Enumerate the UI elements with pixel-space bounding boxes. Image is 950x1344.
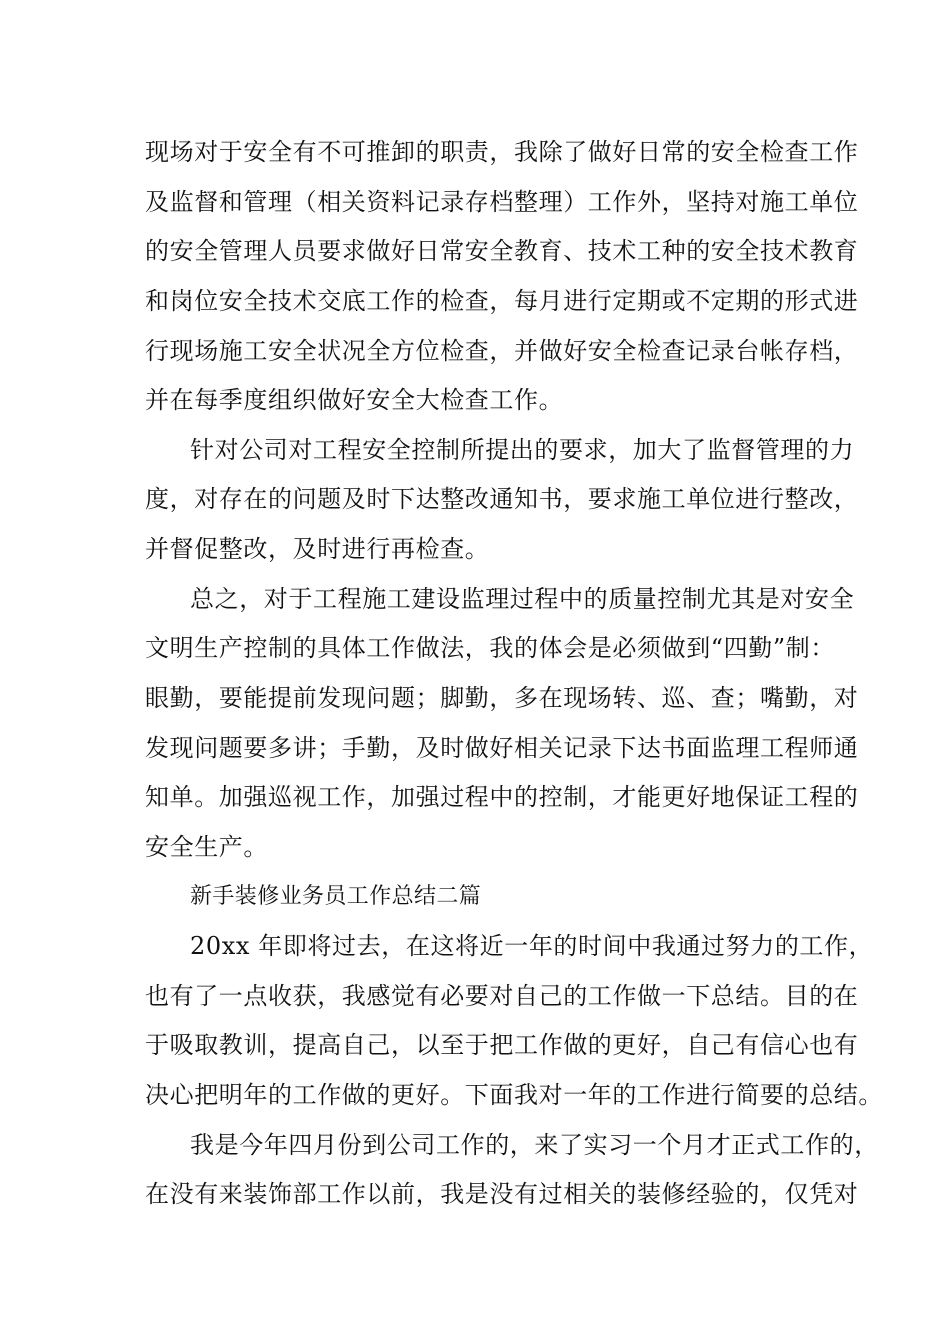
paragraph-line: 现场对于安全有不可推卸的职责，我除了做好日常的安全检查工作 <box>145 138 859 166</box>
paragraph-line: 决心把明年的工作做的更好。下面我对一年的工作进行简要的总结。 <box>145 1081 883 1109</box>
paragraph-line: 及监督和管理（相关资料记录存档整理）工作外，坚持对施工单位 <box>145 188 859 216</box>
paragraph-line: 的安全管理人员要求做好日常安全教育、技术工种的安全技术教育 <box>145 237 859 265</box>
paragraph-line: 总之，对于工程施工建设监理过程中的质量控制尤其是对安全 <box>190 585 855 613</box>
paragraph-line: 并督促整改，及时进行再检查。 <box>145 535 490 563</box>
paragraph-line: 发现问题要多讲；手勤，及时做好相关记录下达书面监理工程师通 <box>145 734 859 762</box>
paragraph-line: 20xx 年即将过去，在这将近一年的时间中我通过努力的工作， <box>190 932 874 960</box>
paragraph-line: 文明生产控制的具体工作做法，我的体会是必须做到“四勤”制： <box>145 634 835 662</box>
paragraph-line: 眼勤，要能提前发现问题；脚勤，多在现场转、巡、查；嘴勤，对 <box>145 684 859 712</box>
paragraph-line: 在没有来装饰部工作以前，我是没有过相关的装修经验的，仅凭对 <box>145 1180 859 1208</box>
paragraph-line: 我是今年四月份到公司工作的，来了实习一个月才正式工作的， <box>190 1131 879 1159</box>
paragraph-line: 安全生产。 <box>145 833 268 861</box>
paragraph-line: 行现场施工安全状况全方位检查，并做好安全检查记录台帐存档， <box>145 337 859 365</box>
paragraph-line: 于吸取教训，提高自己，以至于把工作做的更好，自己有信心也有 <box>145 1031 859 1059</box>
paragraph-line: 和岗位安全技术交底工作的检查，每月进行定期或不定期的形式进 <box>145 287 859 315</box>
paragraph-line: 针对公司对工程安全控制所提出的要求，加大了监督管理的力 <box>190 436 855 464</box>
paragraph-line: 知单。加强巡视工作，加强过程中的控制，才能更好地保证工程的 <box>145 783 859 811</box>
paragraph-line: 度，对存在的问题及时下达整改通知书，要求施工单位进行整改， <box>145 485 859 513</box>
section-heading: 新手装修业务员工作总结二篇 <box>190 884 482 909</box>
paragraph-line: 并在每季度组织做好安全大检查工作。 <box>145 386 564 414</box>
paragraph-line: 也有了一点收获，我感觉有必要对自己的工作做一下总结。目的在 <box>145 982 859 1010</box>
